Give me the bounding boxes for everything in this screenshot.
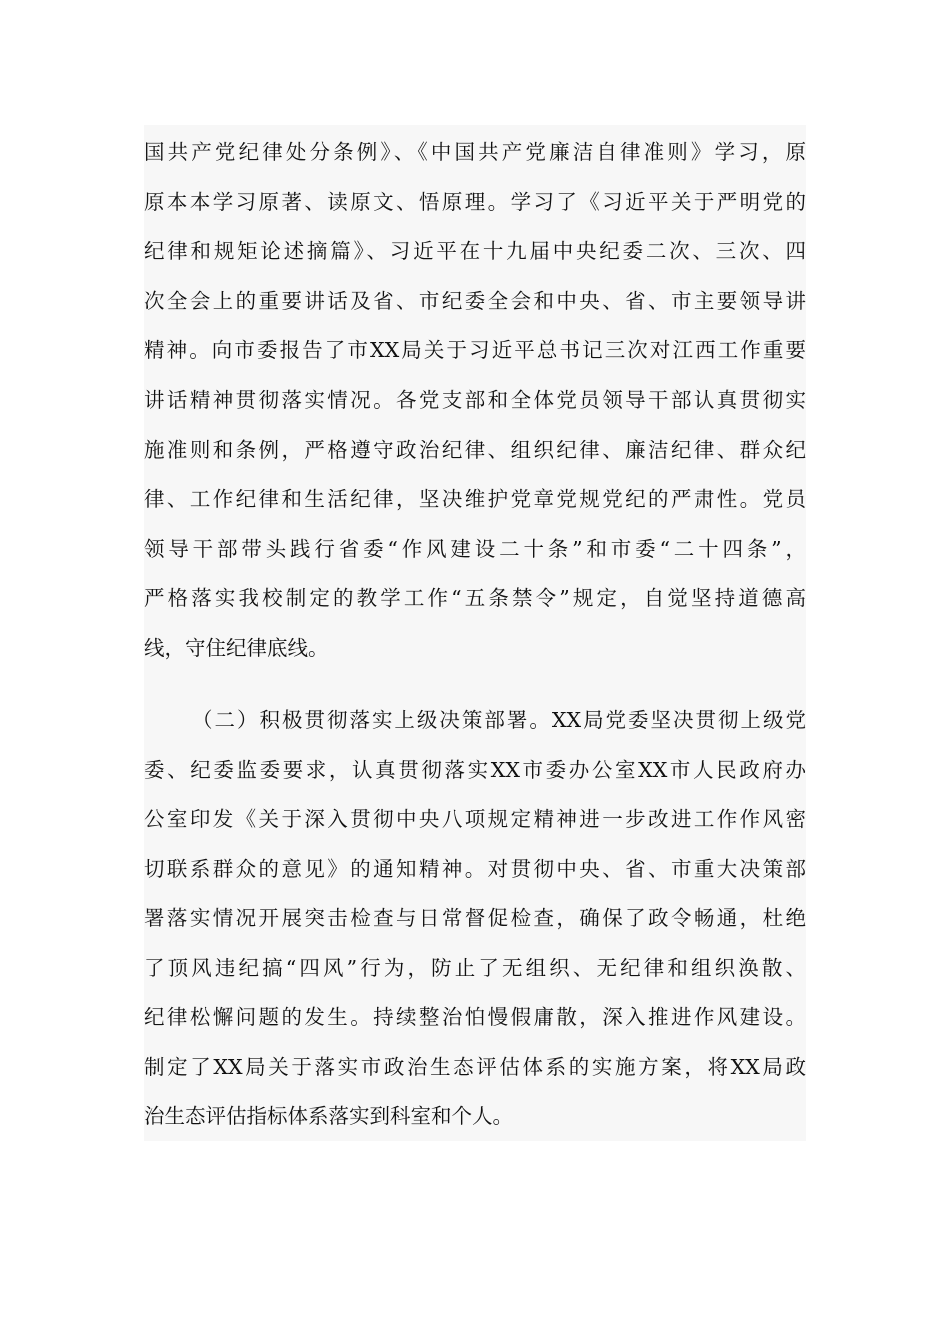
paragraph-1-line-7: 施准则和条例，严格遵守政治纪律、组织纪律、廉洁纪律、群众纪 [144,438,806,462]
paragraph-1-line-10: 严格落实我校制定的教学工作“五条禁令”规定，自觉坚持道德高 [144,586,806,610]
paragraph-2-line-8: 制定了XX局关于落实市政治生态评估体系的实施方案，将XX局政 [144,1055,806,1079]
paragraph-1-line-9: 领导干部带头践行省委“作风建设二十条”和市委“二十四条”， [144,537,806,561]
paragraph-2-line-9: 治生态评估指标体系落实到科室和个人。 [144,1104,513,1128]
paragraph-2-line-4: 切联系群众的意见》的通知精神。对贯彻中央、省、市重大决策部 [144,857,806,881]
paragraph-1-line-1: 国共产党纪律处分条例》、《中国共产党廉洁自律准则》学习，原 [144,140,806,164]
paragraph-2-line-2: 委、纪委监委要求，认真贯彻落实XX市委办公室XX市人民政府办 [144,758,806,782]
paragraph-1-line-5: 精神。向市委报告了市XX局关于习近平总书记三次对江西工作重要 [144,338,806,362]
paragraph-1-line-4: 次全会上的重要讲话及省、市纪委全会和中央、省、市主要领导讲 [144,289,806,313]
paragraph-2-line-6: 了顶风违纪搞“四风”行为，防止了无组织、无纪律和组织涣散、 [144,956,806,980]
paragraph-1-line-11: 线，守住纪律底线。 [144,636,329,660]
paragraph-2-line-7: 纪律松懈问题的发生。持续整治怕慢假庸散，深入推进作风建设。 [144,1005,806,1029]
paragraph-2-line-5: 署落实情况开展突击检查与日常督促检查，确保了政令畅通，杜绝 [144,906,806,930]
paragraph-1-line-6: 讲话精神贯彻落实情况。各党支部和全体党员领导干部认真贯彻实 [144,388,806,412]
paragraph-1-line-3: 纪律和规矩论述摘篇》、习近平在十九届中央纪委二次、三次、四 [144,239,806,263]
paragraph-2-line-1: （二）积极贯彻落实上级决策部署。XX局党委坚决贯彻上级党 [192,708,806,732]
paragraph-2-line-3: 公室印发《关于深入贯彻中央八项规定精神进一步改进工作作风密 [144,807,806,831]
paragraph-1-line-8: 律、工作纪律和生活纪律，坚决维护党章党规党纪的严肃性。党员 [144,487,806,511]
paragraph-1-line-2: 原本本学习原著、读原文、悟原理。学习了《习近平关于严明党的 [144,190,806,214]
document-body [144,125,806,1141]
